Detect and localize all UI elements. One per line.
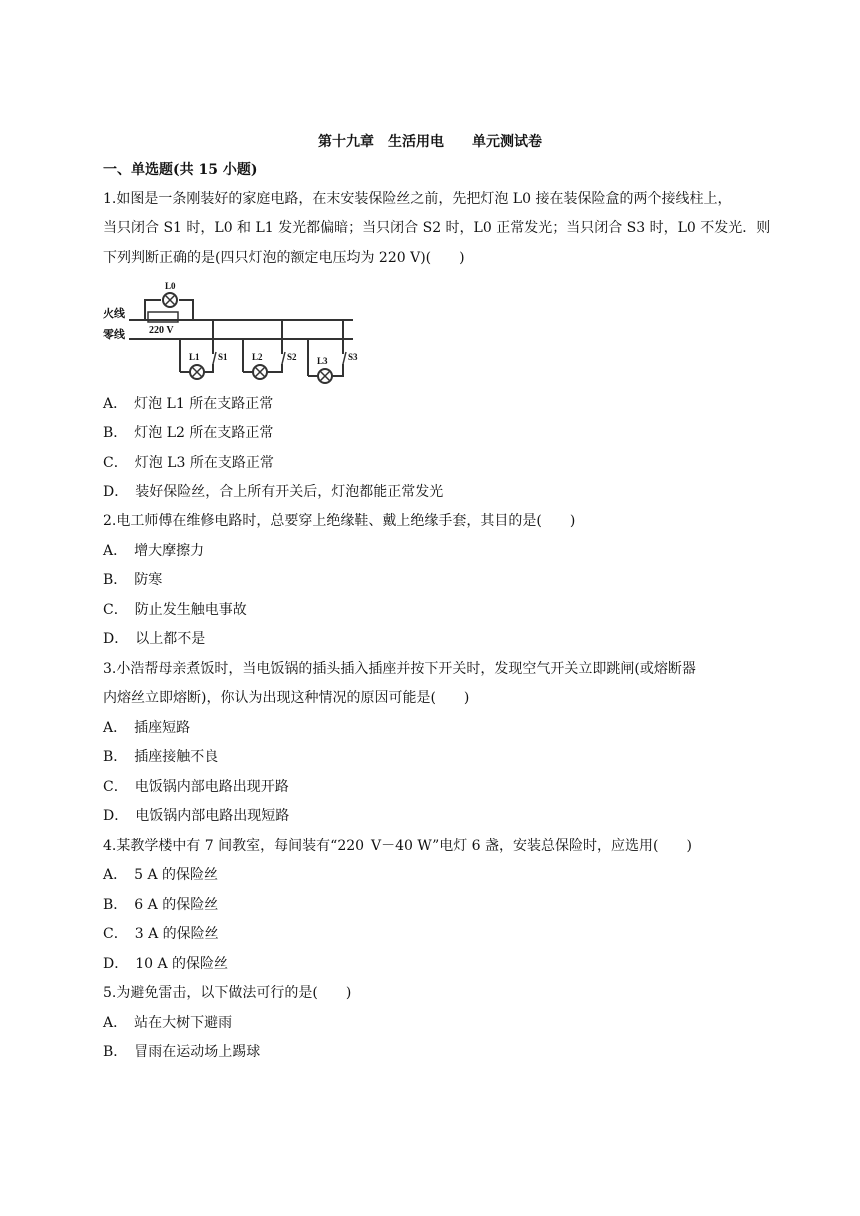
q1-stem-line-3: 下列判断正确的是(四只灯泡的额定电压均为 220 V)( ) bbox=[103, 250, 465, 266]
neutral-wire-label: 零线 bbox=[103, 329, 125, 341]
q2-stem: 2.电工师傅在维修电路时，总要穿上绝缘鞋、戴上绝缘手套，其目的是( ) bbox=[103, 513, 576, 529]
q2-option-a: A． 增大摩擦力 bbox=[103, 543, 205, 559]
q1-option-a: A． 灯泡 L1 所在支路正常 bbox=[103, 396, 274, 412]
switch-s2-label: S2 bbox=[287, 352, 297, 362]
q2-option-c: C． 防止发生触电事故 bbox=[103, 602, 247, 618]
q3-stem-line-2: 内熔丝立即熔断)，你认为出现这种情况的原因可能是( ) bbox=[103, 690, 470, 706]
q1-option-b: B． 灯泡 L2 所在支路正常 bbox=[103, 425, 274, 441]
lamp-l3-label: L3 bbox=[317, 356, 328, 366]
circuit-diagram bbox=[103, 280, 363, 385]
q1-stem-line-2: 当只闭合 S1 时，L0 和 L1 发光都偏暗；当只闭合 S2 时，L0 正常发光；当只闭合 S3 时，L0 不发光．则 bbox=[103, 220, 771, 236]
q3-option-d: D． 电饭锅内部电路出现短路 bbox=[103, 808, 290, 824]
q1-option-c: C． 灯泡 L3 所在支路正常 bbox=[103, 455, 274, 471]
q3-option-c: C． 电饭锅内部电路出现开路 bbox=[103, 779, 289, 795]
q3-option-b: B． 插座接触不良 bbox=[103, 749, 219, 765]
voltage-label: 220 V bbox=[149, 325, 174, 336]
switch-s3-label: S3 bbox=[348, 352, 358, 362]
live-wire-label: 火线 bbox=[103, 308, 125, 320]
q2-option-d: D． 以上都不是 bbox=[103, 631, 206, 647]
q1-stem-line-1: 1.如图是一条刚装好的家庭电路，在末安装保险丝之前，先把灯泡 L0 接在装保险盒的两个接线柱上， bbox=[103, 191, 732, 207]
q4-stem: 4.某教学楼中有 7 间教室，每间装有“220 V－40 W”电灯 6 盏，安装总保险时，应选用( ) bbox=[103, 838, 692, 854]
q5-option-a: A． 站在大树下避雨 bbox=[103, 1015, 233, 1031]
q5-stem: 5.为避免雷击，以下做法可行的是( ) bbox=[103, 985, 352, 1001]
section-heading: 一、单选题(共 15 小题) bbox=[103, 162, 258, 178]
l0-wire-right bbox=[179, 300, 193, 320]
lamp-l1-label: L1 bbox=[189, 352, 200, 362]
q4-option-c: C． 3 A 的保险丝 bbox=[103, 926, 219, 942]
lamp-l2-label: L2 bbox=[252, 352, 263, 362]
q5-option-b: B． 冒雨在运动场上踢球 bbox=[103, 1044, 261, 1060]
lamp-l0-label: L0 bbox=[165, 281, 176, 291]
q1-option-d: D． 装好保险丝，合上所有开关后，灯泡都能正常发光 bbox=[103, 484, 444, 500]
switch-s1-label: S1 bbox=[218, 352, 228, 362]
page-title: 第十九章 生活用电 单元测试卷 bbox=[318, 134, 542, 150]
q3-option-a: A． 插座短路 bbox=[103, 720, 191, 736]
q4-option-b: B． 6 A 的保险丝 bbox=[103, 897, 219, 913]
q4-option-d: D． 10 A 的保险丝 bbox=[103, 956, 229, 972]
q4-option-a: A． 5 A 的保险丝 bbox=[103, 867, 219, 883]
q3-stem-line-1: 3.小浩帮母亲煮饭时，当电饭锅的插头插入插座并按下开关时，发现空气开关立即跳闸(或熔断器 bbox=[103, 661, 696, 677]
q2-option-b: B． 防寒 bbox=[103, 572, 163, 588]
